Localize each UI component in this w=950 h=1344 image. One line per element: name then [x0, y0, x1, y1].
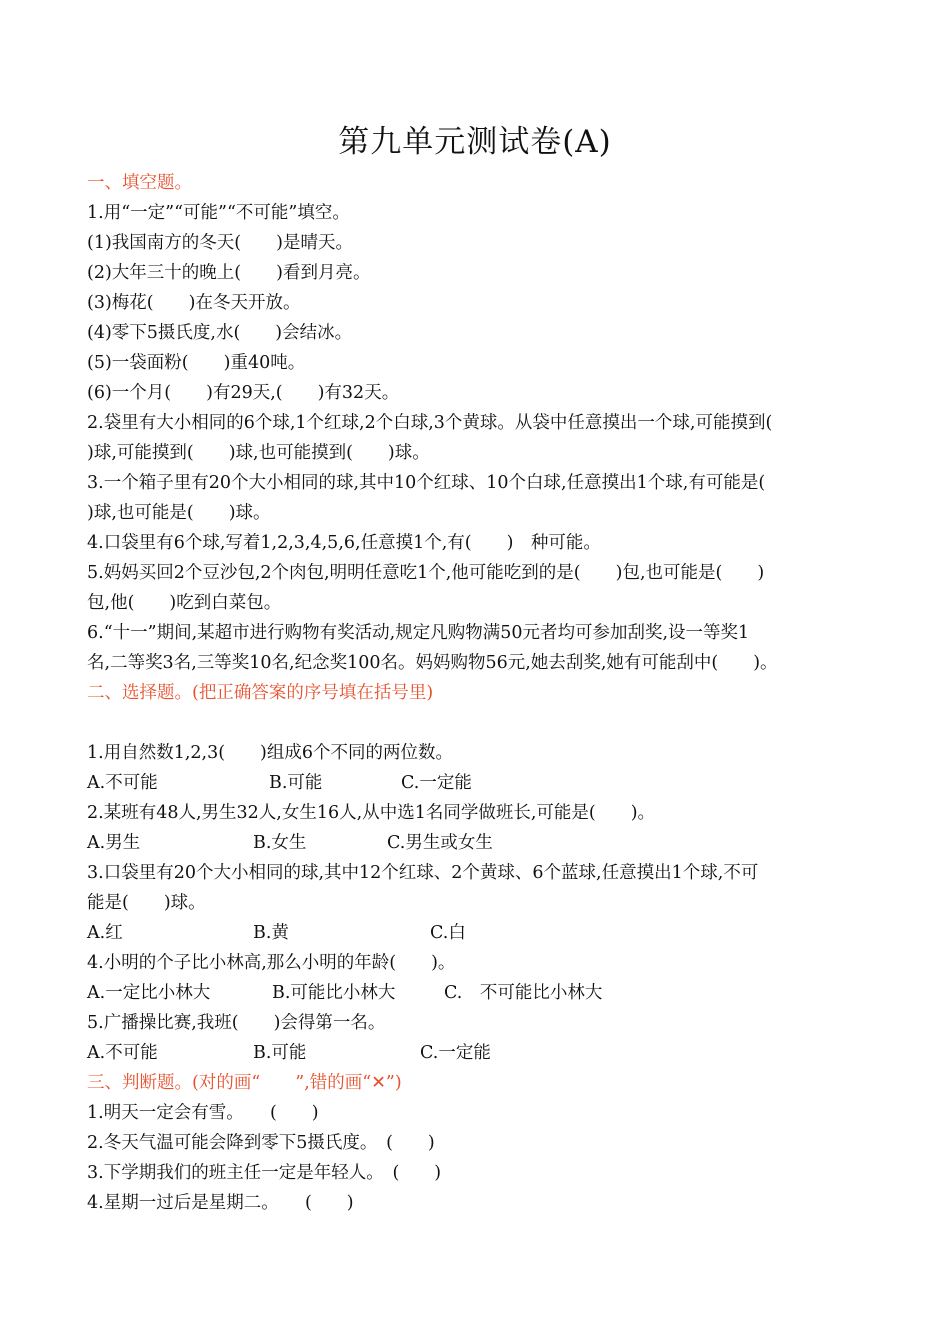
question-line: 3.一个箱子里有20个大小相同的球,其中10个红球、10个白球,任意摸出1个球,有可能是( [87, 473, 766, 493]
option-b: B.女生 [253, 833, 307, 853]
question-line: (6)一个月( )有29天,( )有32天。 [87, 383, 400, 403]
choice-options [87, 828, 877, 858]
choice-options [87, 978, 877, 1008]
question-line: 2.冬天气温可能会降到零下5摄氏度。 ( ) [87, 1133, 435, 1153]
exam-content [87, 168, 877, 1218]
question-line: 4.小明的个子比小林高,那么小明的年龄( )。 [87, 953, 456, 973]
option-c: C.男生或女生 [387, 833, 493, 853]
choice-options [87, 918, 877, 948]
question-line: 3.下学期我们的班主任一定是年轻人。 ( ) [87, 1163, 442, 1183]
option-b: B.黄 [253, 923, 289, 943]
question-line: 2.袋里有大小相同的6个球,1个红球,2个白球,3个黄球。从袋中任意摸出一个球,可能摸到( [87, 413, 773, 433]
option-a: A.红 [87, 923, 123, 943]
question-line: )球,也可能是( )球。 [87, 503, 271, 523]
blank-spacer [87, 708, 877, 738]
choice-options [87, 1038, 877, 1068]
option-c: C. 不可能比小林大 [444, 983, 603, 1003]
section-heading-fill-blank: 一、填空题。 [87, 173, 192, 193]
question-line: (2)大年三十的晚上( )看到月亮。 [87, 263, 371, 283]
page-title: 第九单元测试卷(A) [338, 124, 612, 160]
option-b: B.可能 [269, 773, 323, 793]
section-heading-multiple-choice: 二、选择题。(把正确答案的序号填在括号里) [87, 683, 434, 703]
question-line: 4.星期一过后是星期二。 ( ) [87, 1193, 354, 1213]
question-line: 1.用“一定”“可能”“不可能”填空。 [87, 203, 350, 223]
option-a: A.男生 [87, 833, 141, 853]
option-b: B.可能 [253, 1043, 307, 1063]
option-c: C.一定能 [420, 1043, 491, 1063]
question-line: 1.用自然数1,2,3( )组成6个不同的两位数。 [87, 743, 454, 763]
option-b: B.可能比小林大 [272, 983, 396, 1003]
question-line: (5)一袋面粉( )重40吨。 [87, 353, 306, 373]
question-line: 5.广播操比赛,我班( )会得第一名。 [87, 1013, 386, 1033]
question-line: 2.某班有48人,男生32人,女生16人,从中选1名同学做班长,可能是( )。 [87, 803, 656, 823]
question-line: (4)零下5摄氏度,水( )会结冰。 [87, 323, 353, 343]
section-heading-true-false: 三、判断题。(对的画“ ”,错的画“✕”) [87, 1073, 402, 1093]
option-c: C.白 [430, 923, 466, 943]
question-line: 3.口袋里有20个大小相同的球,其中12个红球、2个黄球、6个蓝球,任意摸出1个球,不可 [87, 863, 759, 883]
question-line: 4.口袋里有6个球,写着1,2,3,4,5,6,任意摸1个,有( ) 种可能。 [87, 533, 601, 553]
question-line: 包,他( )吃到白菜包。 [87, 593, 282, 613]
question-line: 6.“十一”期间,某超市进行购物有奖活动,规定凡购物满50元者均可参加刮奖,设一等奖1 [87, 623, 750, 643]
question-line: (3)梅花( )在冬天开放。 [87, 293, 301, 313]
question-line: 名,二等奖3名,三等奖10名,纪念奖100名。妈妈购物56元,她去刮奖,她有可能刮中( )。 [87, 653, 778, 673]
question-line: 能是( )球。 [87, 893, 206, 913]
question-line: 5.妈妈买回2个豆沙包,2个肉包,明明任意吃1个,他可能吃到的是( )包,也可能是( ) [87, 563, 765, 583]
question-line: (1)我国南方的冬天( )是晴天。 [87, 233, 353, 253]
option-a: A.不可能 [87, 773, 158, 793]
choice-options [87, 768, 877, 798]
option-c: C.一定能 [401, 773, 472, 793]
option-a: A.不可能 [87, 1043, 158, 1063]
question-line: )球,可能摸到( )球,也可能摸到( )球。 [87, 443, 430, 463]
question-line: 1.明天一定会有雪。 ( ) [87, 1103, 319, 1123]
option-a: A.一定比小林大 [87, 983, 211, 1003]
